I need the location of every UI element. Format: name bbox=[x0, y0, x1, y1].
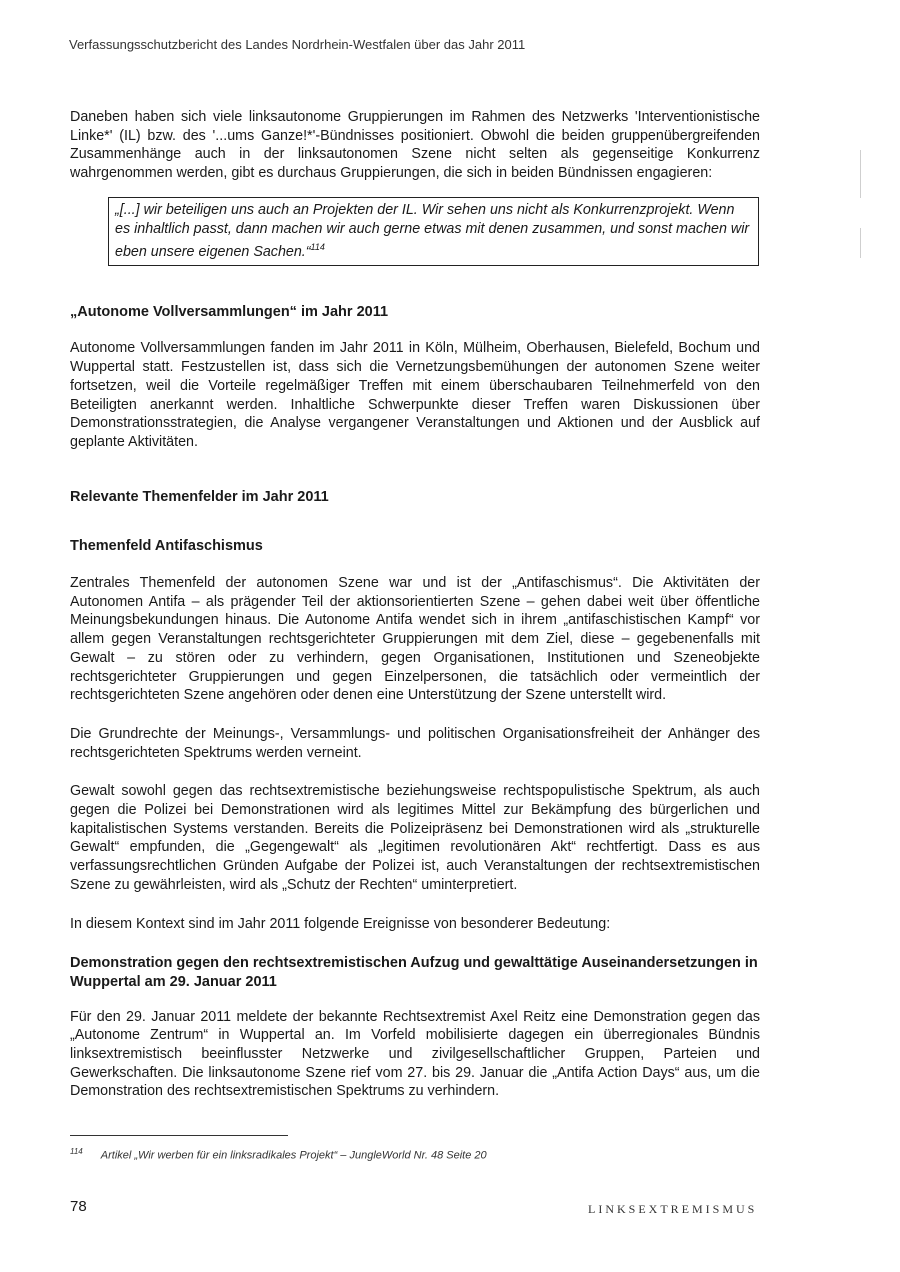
heading-autonome-vollversammlungen: „Autonome Vollversammlungen“ im Jahr 2011 bbox=[70, 303, 389, 320]
paragraph-demonstration: Für den 29. Januar 2011 meldete der bekannte Rechtsextremist Axel Reitz eine Demonstration gegen das „Autonome Zentrum“ in Wuppertal an. Im Vorfeld mobilisierte dagegen ein überregionales Bündnis linksextremistisch beeinflusster Netzwerke und zivilgesellschaftlicher Gruppen, Parteien und Gewerkschaften. Die linksautonome Szene rief vom 27. bis 29. Januar die „Antifa Action Days“ aus, um die Demonstration des rechtsextremistischen Spektrums zu verhindern. bbox=[70, 1008, 760, 1100]
quote-footnote-ref: 114 bbox=[310, 242, 325, 253]
heading-themenfeld-antifaschismus: Themenfeld Antifaschismus bbox=[70, 538, 263, 555]
heading-demonstration-wuppertal: Demonstration gegen den rechtsextremistischen Aufzug und gewalttätige Auseinandersetzungen in Wuppertal am 29. Januar 2011 bbox=[70, 955, 758, 990]
footnote-number: 114 bbox=[70, 1147, 83, 1156]
paragraph-antifa-3: Gewalt sowohl gegen das rechtsextremistische beziehungsweise rechtspopulistische Spektrum, als auch gegen die Polizei bei Demonstrationen wird als legitimes Mittel zur Bekämpfung des bürgerlichen und kapitalistischen Systems verstanden. Bereits die Polizeipräsenz bei Demonstrationen wird als „strukturelle Gewalt“ empfunden, die „Gegengewalt“ als „legitimen revolutionären Akt“ rechtfertigt. Dass es aus verfassungsrechtlichen Gründen Aufgabe der Polizei ist, auch Veranstaltungen der rechtsextremistischen Szene zu gewährleisten, wird als „Schutz der Rechten“ uminterpretiert. bbox=[70, 783, 760, 893]
paragraph-autonome: Autonome Vollversammlungen fanden im Jahr 2011 in Köln, Mülheim, Oberhausen, Bielefeld, Bochum und Wuppertal statt. Festzustellen ist, dass sich die Vernetzungsbemühungen der autonomen Szene weiter fortsetzen, weil die Vorteile regelmäßiger Treffen mit einem überschaubaren Teilnehmerfeld von den Beteiligten anerkannt werden. Inhaltliche Schwerpunkte dieser Treffen waren Diskussionen über Demonstrationsstrategien, die Analyse vergangener Veranstaltungen und Aktionen und der Ausblick auf geplante Aktivitäten. bbox=[70, 340, 760, 450]
page-content bbox=[70, 108, 760, 1101]
intro-paragraph: Daneben haben sich viele linksautonome Gruppierungen im Rahmen des Netzwerks 'Interventionistische Linke*' (IL) bzw. des '...ums Ganze!*'-Bündnisses positioniert. Obwohl die beiden gruppenübergreifenden Zusammenhänge auch in der linksautonomen Szene nicht selten als gegenseitige Konkurrenz wahrgenommen werden, gibt es durchaus Gruppierungen, die sich in beiden Bündnissen engagieren: bbox=[70, 109, 760, 182]
block-quote bbox=[108, 197, 759, 266]
footnote-text: Artikel „Wir werben für ein linksradikales Projekt“ – JungleWorld Nr. 48 Seite 20 bbox=[100, 1149, 487, 1162]
paragraph-antifa-1: Zentrales Themenfeld der autonomen Szene war und ist der „Antifaschismus“. Die Aktivitäten der Autonomen Antifa – als prägender Teil der aktionsorientierten Szene – gehen dabei weit über öffentliche Meinungsbekundungen hinaus. Die Autonome Antifa wendet sich in ihrem „antifaschistischen Kampf“ vor allem gegen Veranstaltungen rechtsgerichteter Gruppierungen mit dem Ziel, diese – gegebenenfalls mit Gewalt – zu stören oder zu verhindern, gegen Organisationen, Institutionen und Szeneobjekte rechtsgerichteter Gruppierungen und gegen Einzelpersonen, die tatsächlich oder vermeintlich der rechtsgerichteten Szene angehören oder denen eine Unterstützung der Szene unterstellt wird. bbox=[70, 575, 760, 704]
paragraph-antifa-4: In diesem Kontext sind im Jahr 2011 folgende Ereignisse von besonderer Bedeutung: bbox=[70, 915, 611, 932]
running-header: Verfassungsschutzbericht des Landes Nordrhein-Westfalen über das Jahr 2011 bbox=[69, 37, 526, 52]
quote-text: „[...] wir beteiligen uns auch an Projekten der IL. Wir sehen uns nicht als Konkurrenzprojekt. Wenn es inhaltlich passt, dann machen wir auch gerne etwas mit denen zusammen, und sonst machen wir eben unsere eigenen Sachen.“ bbox=[115, 201, 750, 260]
footnote-divider bbox=[70, 1135, 288, 1136]
scan-margin-mark bbox=[860, 150, 861, 198]
footer-section-name: LINKSEXTREMISMUS bbox=[588, 1202, 758, 1216]
heading-relevante-themenfelder: Relevante Themenfelder im Jahr 2011 bbox=[70, 488, 329, 505]
page-number: 78 bbox=[70, 1198, 87, 1215]
footnote bbox=[70, 1147, 487, 1162]
paragraph-antifa-2: Die Grundrechte der Meinungs-, Versammlungs- und politischen Organisationsfreiheit der Anhänger des rechtsgerichteten Spektrums werden verneint. bbox=[70, 725, 760, 761]
scan-margin-mark bbox=[860, 228, 861, 258]
